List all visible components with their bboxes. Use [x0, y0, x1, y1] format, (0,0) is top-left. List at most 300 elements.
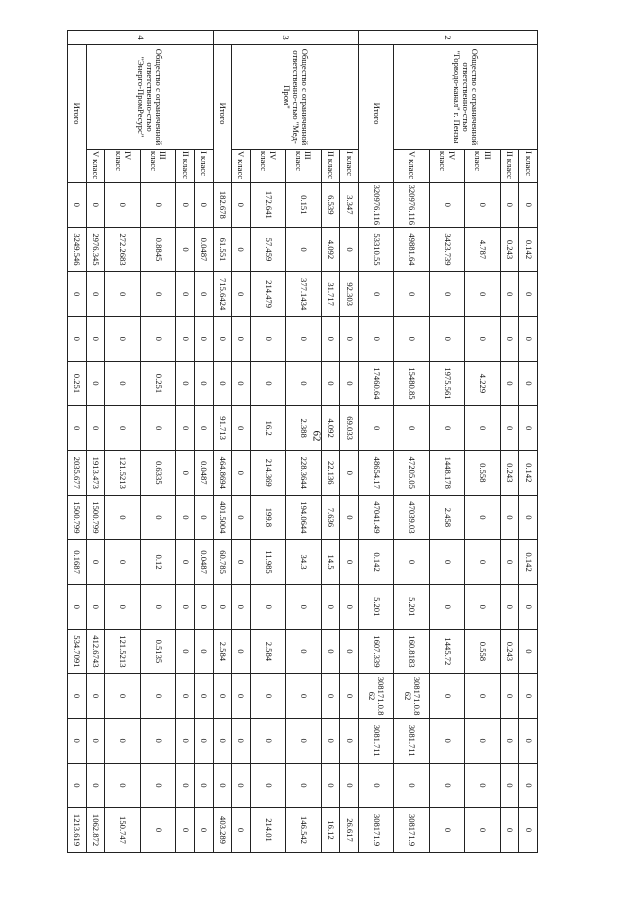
rotated-page-content	[67, 30, 538, 852]
table-cell: 2.388	[286, 406, 321, 451]
table-cell: 0.251	[140, 361, 175, 406]
table-cell: 0	[394, 406, 429, 451]
table-cell: 0	[500, 316, 519, 361]
table-cell: 0	[194, 272, 213, 317]
table-cell: 0	[519, 808, 538, 853]
total-cell: 0	[68, 718, 87, 763]
total-cell: 464.8694	[213, 450, 232, 495]
table-cell: 0	[194, 183, 213, 228]
table-cell: 0	[105, 406, 140, 451]
table-cell: 0	[105, 495, 140, 540]
table-cell: 0	[232, 316, 251, 361]
table-cell: 2976.345	[86, 227, 105, 272]
table-cell: 0	[465, 495, 500, 540]
table-cell: 308171.9	[394, 808, 429, 853]
table-cell: 0	[176, 272, 195, 317]
table-row	[86, 31, 105, 853]
table-cell: 0	[465, 540, 500, 585]
table-cell: 0	[232, 406, 251, 451]
organization-name: Общество с ограниченной ответственно-стью "Горводо-канал" г. Пензы	[394, 45, 538, 150]
table-cell: 0	[194, 316, 213, 361]
table-cell: 0	[232, 629, 251, 674]
table-row	[232, 31, 251, 853]
table-cell: 15480.85	[394, 361, 429, 406]
table-cell: 0.12	[140, 540, 175, 585]
hazard-class: II класс	[500, 150, 519, 183]
table-cell: 0.558	[465, 450, 500, 495]
table-cell: 0	[429, 183, 464, 228]
table-cell: 3.347	[340, 183, 359, 228]
table-cell: 0.142	[519, 450, 538, 495]
table-cell: 0	[250, 763, 285, 808]
table-cell: 0	[500, 272, 519, 317]
table-cell: 0	[86, 763, 105, 808]
table-row	[176, 31, 195, 853]
table-cell: 47205.05	[394, 450, 429, 495]
hazard-class: III класс	[286, 150, 321, 183]
table-cell: 0	[340, 540, 359, 585]
total-label: Итого	[68, 45, 87, 183]
table-cell: 2.584	[250, 629, 285, 674]
total-cell: 401.5004	[213, 495, 232, 540]
table-cell: 0	[429, 674, 464, 719]
table-cell: 1500.799	[86, 495, 105, 540]
table-cell: 0	[500, 674, 519, 719]
table-cell: 0	[86, 718, 105, 763]
table-cell: 0	[465, 718, 500, 763]
table-cell: 0	[176, 540, 195, 585]
table-cell: 0	[176, 316, 195, 361]
table-cell: 31.717	[321, 272, 340, 317]
table-cell: 0	[321, 584, 340, 629]
table-cell: 0	[465, 272, 500, 317]
table-cell: 6.539	[321, 183, 340, 228]
table-cell: 0	[105, 316, 140, 361]
table-cell: 34.3	[286, 540, 321, 585]
row-number: 3	[213, 31, 358, 45]
table-cell: 0	[194, 674, 213, 719]
table-cell: 0	[105, 674, 140, 719]
table-cell: 0	[500, 763, 519, 808]
table-cell: 150.747	[105, 808, 140, 853]
waste-table	[67, 30, 538, 853]
table-cell: 0	[321, 361, 340, 406]
table-cell: 0	[176, 674, 195, 719]
hazard-class: II класс	[176, 150, 195, 183]
hazard-class: V класс	[232, 150, 251, 183]
table-cell: 4.092	[321, 406, 340, 451]
total-cell: 1213.619	[68, 808, 87, 853]
table-row	[140, 31, 175, 853]
table-cell: 0	[519, 629, 538, 674]
table-cell: 0	[176, 361, 195, 406]
table-cell: 0	[194, 763, 213, 808]
table-cell: 0	[321, 316, 340, 361]
table-cell: 0	[394, 540, 429, 585]
table-cell: 0.243	[500, 450, 519, 495]
total-cell: 0	[358, 316, 393, 361]
table-cell: 412.6743	[86, 629, 105, 674]
table-cell: 0	[286, 674, 321, 719]
table-cell: 0	[340, 316, 359, 361]
total-cell: 0.1687	[68, 540, 87, 585]
table-cell: 0	[429, 808, 464, 853]
table-cell: 0	[194, 718, 213, 763]
table-cell: 0	[500, 540, 519, 585]
table-cell: 0	[140, 495, 175, 540]
table-cell: 0	[340, 227, 359, 272]
table-cell: 160.8183	[394, 629, 429, 674]
table-cell: 0	[86, 316, 105, 361]
table-cell: 0	[232, 361, 251, 406]
table-cell: 172.641	[250, 183, 285, 228]
table-cell: 0	[394, 763, 429, 808]
table-row	[105, 31, 140, 853]
table-cell: 0	[394, 272, 429, 317]
table-cell: 0	[232, 763, 251, 808]
table-cell: 0	[465, 763, 500, 808]
table-row	[250, 31, 285, 853]
hazard-class: IV класс	[250, 150, 285, 183]
table-row	[500, 31, 519, 853]
table-cell: 0.8845	[140, 227, 175, 272]
table-cell: 0	[86, 272, 105, 317]
table-cell: 0	[286, 361, 321, 406]
hazard-class: I класс	[194, 150, 213, 183]
table-cell: 0	[429, 584, 464, 629]
total-cell: 0	[358, 763, 393, 808]
table-cell: 0.243	[500, 629, 519, 674]
total-cell: 308171.0.862	[358, 674, 393, 719]
table-cell: 0	[340, 674, 359, 719]
table-cell: 0	[465, 316, 500, 361]
table-cell: 0	[519, 272, 538, 317]
table-cell: 0	[340, 495, 359, 540]
row-number: 2	[358, 31, 537, 45]
total-cell: 0	[213, 763, 232, 808]
total-cell: 0	[358, 406, 393, 451]
total-cell: 0	[68, 316, 87, 361]
total-cell: 715.6424	[213, 272, 232, 317]
hazard-class: II класс	[321, 150, 340, 183]
table-cell: 0	[286, 316, 321, 361]
table-cell: 121.5213	[105, 629, 140, 674]
total-cell: 0	[68, 674, 87, 719]
total-cell: 0	[358, 272, 393, 317]
total-cell: 0	[213, 584, 232, 629]
table-cell: 0	[86, 584, 105, 629]
total-cell: 60.785	[213, 540, 232, 585]
table-row	[194, 31, 213, 853]
table-cell: 0	[176, 718, 195, 763]
table-cell: 0	[500, 361, 519, 406]
table-row	[519, 31, 538, 853]
table-cell: 1448.178	[429, 450, 464, 495]
table-cell: 1062.872	[86, 808, 105, 853]
table-cell: 0	[176, 584, 195, 629]
table-cell: 0	[429, 718, 464, 763]
hazard-class: IV класс	[429, 150, 464, 183]
table-cell: 7.636	[321, 495, 340, 540]
table-cell: 0	[286, 227, 321, 272]
table-cell: 0	[194, 808, 213, 853]
table-cell: 0	[250, 718, 285, 763]
table-cell: 0	[250, 584, 285, 629]
total-cell: 3249.546	[68, 227, 87, 272]
total-row	[68, 31, 87, 853]
table-cell: 214.01	[250, 808, 285, 853]
table-cell: 0	[286, 763, 321, 808]
table-cell: 214.369	[250, 450, 285, 495]
table-cell: 0	[429, 406, 464, 451]
table-cell: 0	[519, 495, 538, 540]
total-label: Итого	[358, 45, 393, 183]
table-cell: 0	[232, 584, 251, 629]
table-cell: 0	[340, 361, 359, 406]
hazard-class: I класс	[340, 150, 359, 183]
table-cell: 0	[519, 406, 538, 451]
table-cell: 0	[340, 629, 359, 674]
table-cell: 0	[340, 584, 359, 629]
table-cell: 0	[429, 272, 464, 317]
table-row	[394, 31, 429, 853]
total-cell: 0	[68, 183, 87, 228]
table-cell: 0	[500, 406, 519, 451]
table-cell: 1913.473	[86, 450, 105, 495]
table-cell: 4.229	[465, 361, 500, 406]
organization-name: Общество с ограниченной ответственно-стью "Мед-Пром"	[232, 45, 359, 150]
table-cell: 199.8	[250, 495, 285, 540]
total-cell: 534.7091	[68, 629, 87, 674]
table-cell: 22.136	[321, 450, 340, 495]
table-cell: 0	[465, 183, 500, 228]
table-cell: 0	[340, 450, 359, 495]
table-cell: 0	[86, 361, 105, 406]
total-cell: 1500.799	[68, 495, 87, 540]
total-cell: 403.289	[213, 808, 232, 853]
total-cell: 2.584	[213, 629, 232, 674]
table-cell: 0.5135	[140, 629, 175, 674]
table-cell: 0	[465, 808, 500, 853]
table-cell: 0	[140, 183, 175, 228]
table-row	[321, 31, 340, 853]
table-cell: 0	[176, 495, 195, 540]
total-cell: 1607.339	[358, 629, 393, 674]
total-cell: 182.678	[213, 183, 232, 228]
table-cell: 0	[500, 584, 519, 629]
table-cell: 0	[105, 763, 140, 808]
table-cell: 0	[250, 361, 285, 406]
total-row	[358, 31, 393, 853]
table-cell: 2.458	[429, 495, 464, 540]
table-cell: 0.558	[465, 629, 500, 674]
table-cell: 0	[105, 584, 140, 629]
table-cell: 0	[465, 674, 500, 719]
table-cell: 0	[232, 227, 251, 272]
table-cell: 0	[194, 406, 213, 451]
table-cell: 0	[194, 584, 213, 629]
total-cell: 3081.711	[358, 718, 393, 763]
total-cell: 0	[213, 718, 232, 763]
total-cell: 17460.64	[358, 361, 393, 406]
table-row	[340, 31, 359, 853]
table-cell: 0	[519, 316, 538, 361]
table-cell: 0	[176, 808, 195, 853]
table-cell: 1975.561	[429, 361, 464, 406]
table-cell: 26.617	[340, 808, 359, 853]
waste-table-body	[68, 31, 538, 853]
table-cell: 0	[176, 450, 195, 495]
table-cell: 272.2683	[105, 227, 140, 272]
table-cell: 0	[500, 718, 519, 763]
table-cell: 0	[105, 361, 140, 406]
table-cell: 92.303	[340, 272, 359, 317]
table-cell: 0	[232, 540, 251, 585]
hazard-class: V класс	[394, 150, 429, 183]
table-cell: 0	[232, 183, 251, 228]
page-number: 62	[310, 430, 323, 442]
table-cell: 0.243	[500, 227, 519, 272]
total-cell: 0	[213, 316, 232, 361]
table-cell: 0	[194, 495, 213, 540]
table-cell: 194.0644	[286, 495, 321, 540]
table-cell: 0.142	[519, 540, 538, 585]
table-cell: 0	[232, 495, 251, 540]
row-number: 4	[68, 31, 214, 45]
table-cell: 0	[140, 808, 175, 853]
total-cell: 0	[213, 361, 232, 406]
total-cell: 320976.116	[358, 183, 393, 228]
table-cell: 0	[394, 316, 429, 361]
total-row	[213, 31, 232, 853]
table-cell: 0	[500, 808, 519, 853]
table-cell: 0.0487	[194, 450, 213, 495]
table-cell: 0	[519, 718, 538, 763]
table-cell: 0	[140, 272, 175, 317]
table-cell: 228.3644	[286, 450, 321, 495]
table-cell: 5.201	[394, 584, 429, 629]
table-cell: 0	[429, 540, 464, 585]
table-cell: 57.459	[250, 227, 285, 272]
table-cell: 320976.116	[394, 183, 429, 228]
table-row	[286, 31, 321, 853]
hazard-class: I класс	[519, 150, 538, 183]
table-cell: 0	[321, 763, 340, 808]
table-cell: 0	[86, 674, 105, 719]
hazard-class: V класс	[86, 150, 105, 183]
table-cell: 0	[321, 674, 340, 719]
table-cell: 0	[286, 718, 321, 763]
table-cell: 0	[519, 584, 538, 629]
table-cell: 146.542	[286, 808, 321, 853]
table-cell: 4.787	[465, 227, 500, 272]
table-cell: 0	[86, 406, 105, 451]
table-cell: 0	[176, 227, 195, 272]
table-cell: 0	[321, 718, 340, 763]
total-cell: 5.201	[358, 584, 393, 629]
table-cell: 0.0487	[194, 227, 213, 272]
total-cell: 0.142	[358, 540, 393, 585]
table-cell: 11.985	[250, 540, 285, 585]
table-cell: 0	[176, 183, 195, 228]
table-cell: 0	[250, 316, 285, 361]
table-cell: 0	[194, 361, 213, 406]
total-cell: 47041.49	[358, 495, 393, 540]
table-cell: 0	[232, 450, 251, 495]
table-cell: 0	[250, 674, 285, 719]
table-cell: 0	[140, 406, 175, 451]
table-cell: 14.5	[321, 540, 340, 585]
table-cell: 0	[105, 183, 140, 228]
table-cell: 0	[286, 584, 321, 629]
table-cell: 0	[140, 316, 175, 361]
table-cell: 0	[140, 763, 175, 808]
table-cell: 16.2	[250, 406, 285, 451]
total-label: Итого	[213, 45, 232, 183]
table-cell: 0	[340, 718, 359, 763]
total-cell: 91.713	[213, 406, 232, 451]
hazard-class: III класс	[465, 150, 500, 183]
total-cell: 0	[68, 763, 87, 808]
total-cell: 0	[213, 674, 232, 719]
hazard-class: IV класс	[105, 150, 140, 183]
table-cell: 214.479	[250, 272, 285, 317]
table-cell: 0	[232, 272, 251, 317]
total-cell: 2035.677	[68, 450, 87, 495]
table-cell: 3423.739	[429, 227, 464, 272]
table-cell: 0	[86, 183, 105, 228]
table-cell: 0	[519, 183, 538, 228]
table-cell: 49881.64	[394, 227, 429, 272]
table-cell: 0	[140, 718, 175, 763]
table-cell: 0	[176, 763, 195, 808]
hazard-class: III класс	[140, 150, 175, 183]
total-cell: 0.251	[68, 361, 87, 406]
total-cell: 0	[68, 272, 87, 317]
table-cell: 377.1434	[286, 272, 321, 317]
total-cell: 48654.17	[358, 450, 393, 495]
table-row	[429, 31, 464, 853]
table-cell: 0	[86, 540, 105, 585]
table-cell: 0	[140, 584, 175, 629]
table-cell: 0	[105, 718, 140, 763]
table-cell: 0	[232, 808, 251, 853]
table-cell: 3081.711	[394, 718, 429, 763]
table-cell: 0	[519, 763, 538, 808]
table-cell: 0	[519, 674, 538, 719]
table-cell: 0	[465, 406, 500, 451]
table-cell: 0	[286, 629, 321, 674]
table-cell: 0	[519, 361, 538, 406]
table-cell: 0.142	[519, 227, 538, 272]
table-row	[465, 31, 500, 853]
total-cell: 0	[68, 406, 87, 451]
table-cell: 0	[429, 316, 464, 361]
table-cell: 0	[105, 540, 140, 585]
total-cell: 53310.55	[358, 227, 393, 272]
table-cell: 0	[194, 629, 213, 674]
total-cell: 308171.9	[358, 808, 393, 853]
total-cell: 0	[68, 584, 87, 629]
table-cell: 47039.03	[394, 495, 429, 540]
table-cell: 1445.72	[429, 629, 464, 674]
table-cell: 4.092	[321, 227, 340, 272]
table-cell: 0	[176, 629, 195, 674]
table-cell: 121.5213	[105, 450, 140, 495]
organization-name: Общество с ограниченной ответственно-стью "Энерго-ПромРесурс"	[86, 45, 213, 150]
table-cell: 0	[465, 584, 500, 629]
table-cell: 0.6335	[140, 450, 175, 495]
